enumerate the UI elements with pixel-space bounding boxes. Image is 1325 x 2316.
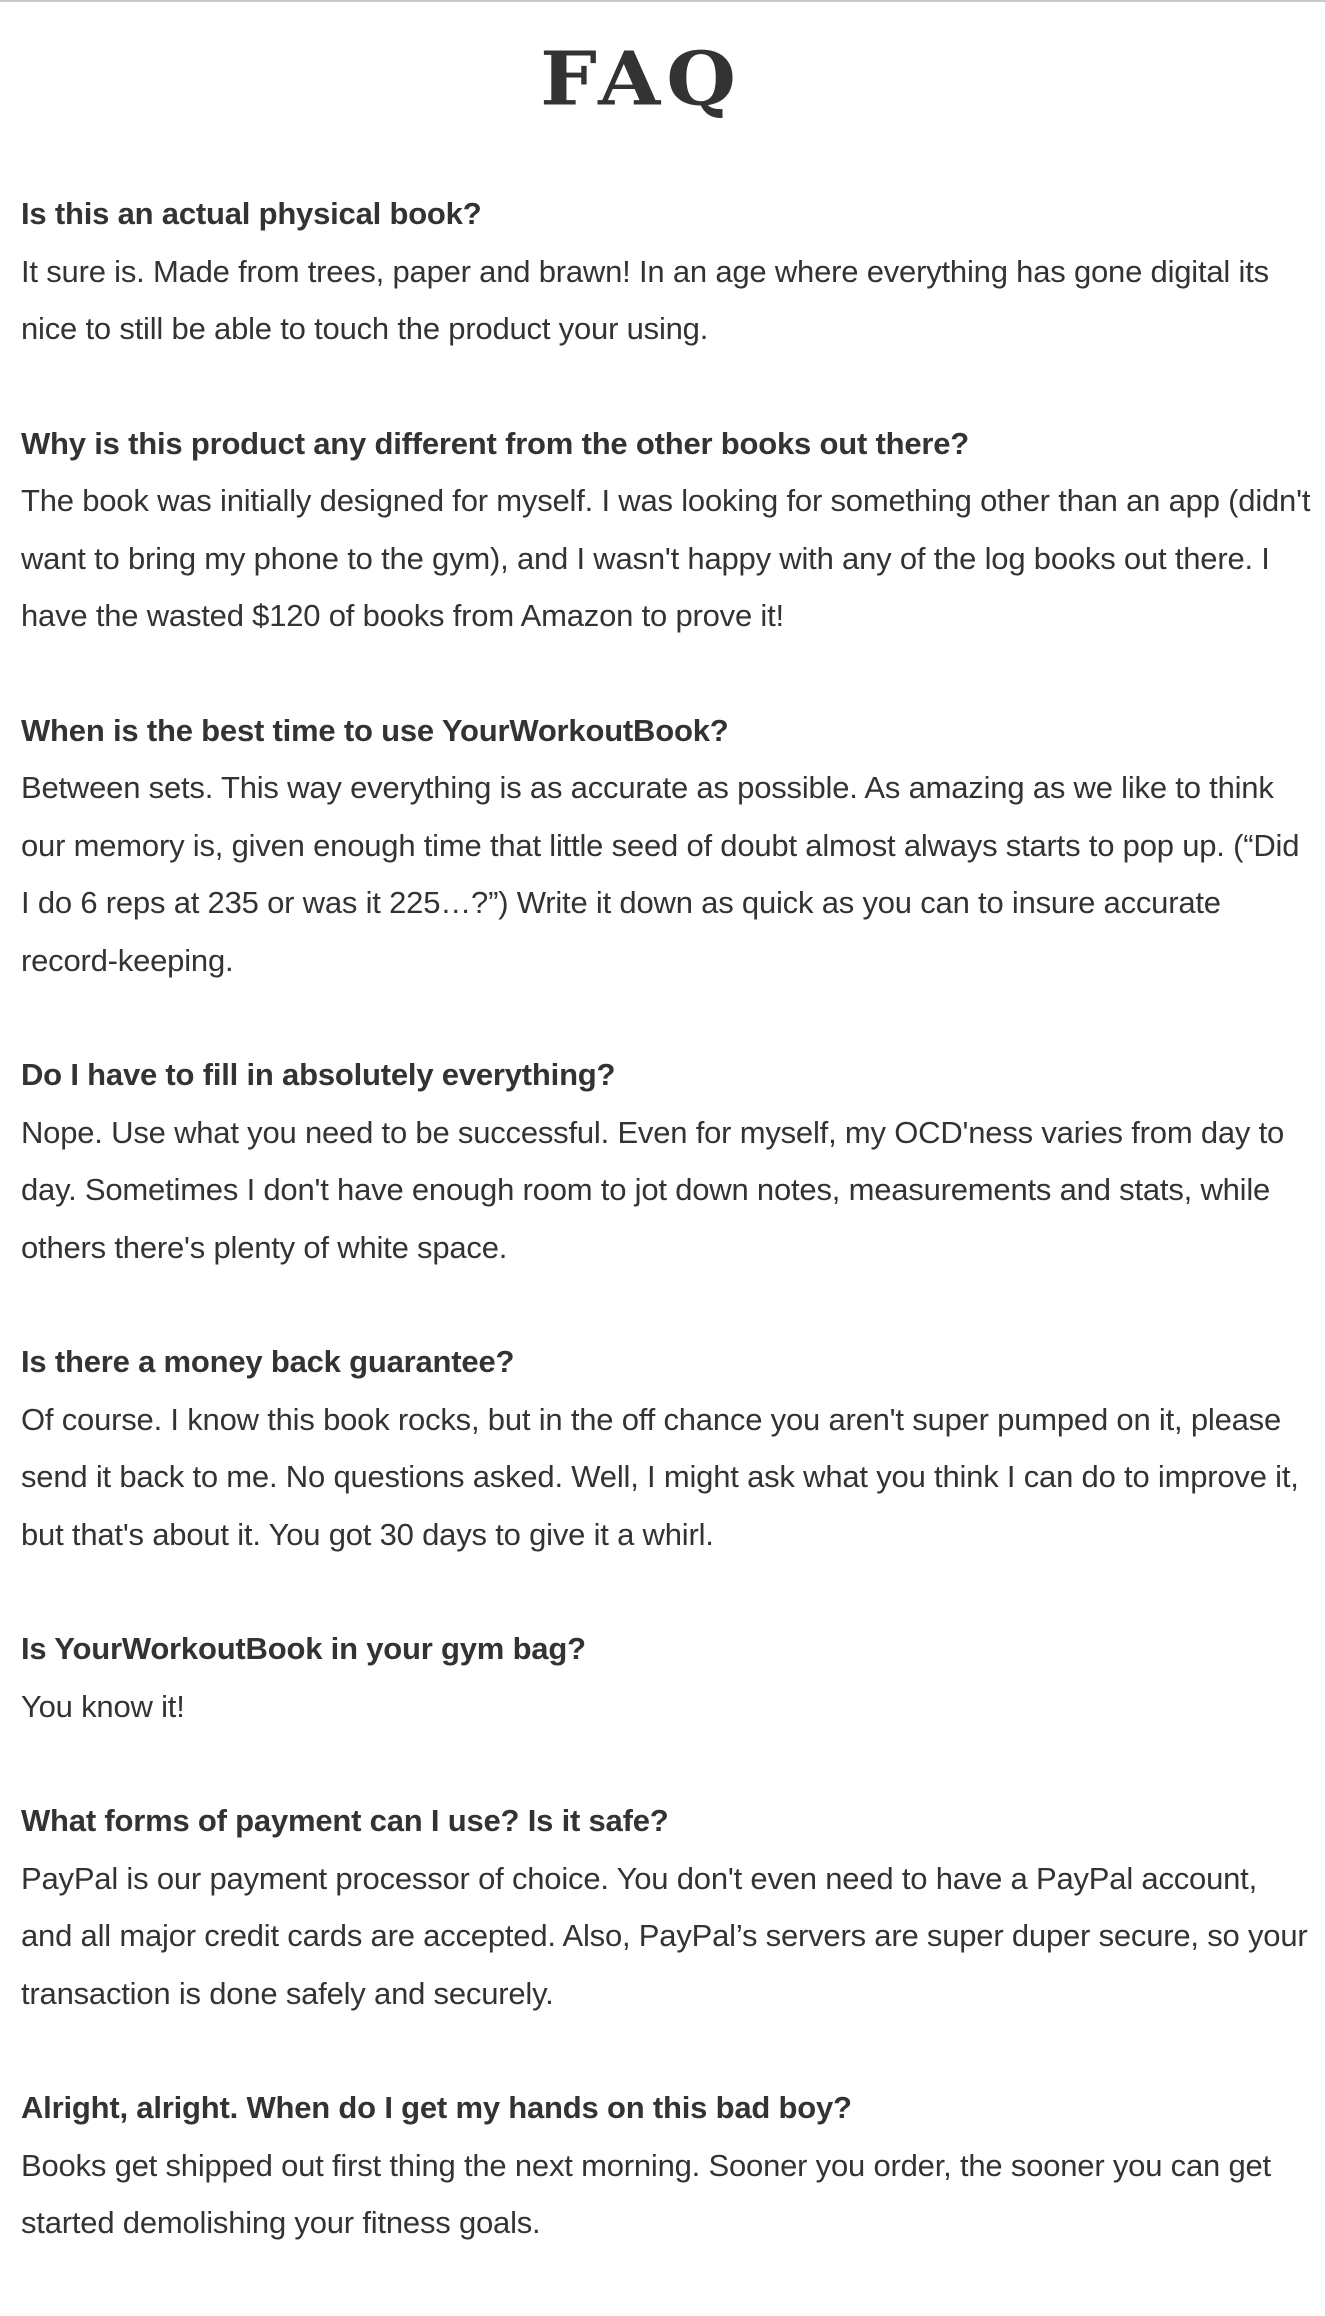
faq-answer: You know it! <box>21 1688 185 1724</box>
faq-question: Is YourWorkoutBook in your gym bag? <box>21 1631 586 1666</box>
faq-question: Do I have to fill in absolutely everything? <box>21 1057 616 1092</box>
faq-answer: PayPal is our payment processor of choice. You don't even need to have a PayPal account, and all major credit cards are accepted. Also, PayPal’s servers are super duper secure, so your transaction is done safely and securely. <box>21 1860 1308 2011</box>
page-title: FAQ <box>540 35 742 123</box>
faq-question: Is this an actual physical book? <box>21 196 482 231</box>
faq-item <box>21 1046 1311 1276</box>
faq-item <box>21 1333 1311 1563</box>
faq-answer: The book was initially designed for myself. I was looking for something other than an app (didn't want to bring my phone to the gym), and I wasn't happy with any of the log books out there. I have the wasted $120 of books from Amazon to prove it! <box>21 483 1311 633</box>
faq-answer: It sure is. Made from trees, paper and brawn! In an age where everything has gone digital its nice to still be able to touch the product your using. <box>21 253 1269 346</box>
faq-question: Why is this product any different from the other books out there? <box>21 425 970 461</box>
faq-item <box>21 2079 1311 2252</box>
faq-answer: Nope. Use what you need to be successful. Even for myself, my OCD'ness varies from day to day. Sometimes I don't have enough room to jot down notes, measurements and stats, while others there's plenty of white space. <box>21 1114 1285 1265</box>
faq-question: Is there a money back guarantee? <box>21 1344 515 1379</box>
faq-item <box>21 415 1311 645</box>
faq-item <box>21 702 1311 990</box>
faq-page <box>21 0 1311 2240</box>
faq-question: When is the best time to use YourWorkoutBook? <box>21 712 729 748</box>
faq-answer: Books get shipped out first thing the next morning. Sooner you order, the sooner you can get started demolishing your fitness goals. <box>21 2147 1271 2240</box>
faq-item <box>21 1620 1311 1735</box>
faq-list <box>21 185 1311 2309</box>
faq-question: What forms of payment can I use? Is it safe? <box>21 1803 669 1838</box>
faq-item <box>21 185 1311 358</box>
faq-answer: Between sets. This way everything is as accurate as possible. As amazing as we like to think our memory is, given enough time that little seed of doubt almost always starts to pop up. (“Did I do 6 reps at 235 or was it 225…?”) Write it down as quick as you can to insure accurate record-keeping. <box>21 770 1300 978</box>
faq-answer: Of course. I know this book rocks, but in the off chance you aren't super pumped on it, please send it back to me. No questions asked. Well, I might ask what you think I can do to improve it, but that's about it. You got 30 days to give it a whirl. <box>21 1401 1299 1552</box>
faq-question: Alright, alright. When do I get my hands on this bad boy? <box>21 2090 852 2125</box>
faq-item <box>21 1792 1311 2022</box>
